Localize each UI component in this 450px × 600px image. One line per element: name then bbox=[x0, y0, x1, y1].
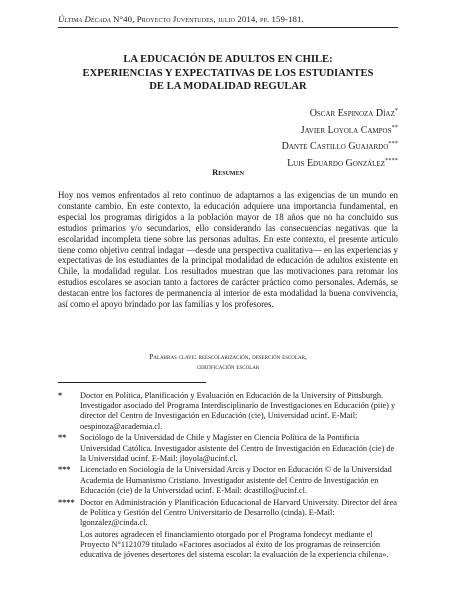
journal-name: Última Década bbox=[58, 14, 111, 24]
footnote-marker: ** bbox=[58, 433, 67, 443]
footnote-text: Licenciado en Sociología de la Universidad Arcis y Doctor en Educación © de la Universidad Academia de Humanismo Cristiano. Investigador asistente del Centro de Investigación en Educación (cie) de la Universidad ucinf. E-Mail: dcastillo@ucinf.cl. bbox=[80, 465, 392, 495]
abstract-heading: Resumen bbox=[212, 167, 244, 177]
keywords bbox=[58, 352, 398, 373]
author-entry bbox=[282, 104, 398, 121]
title-line: EXPERIENCIAS Y EXPECTATIVAS DE LOS ESTUDIANTES bbox=[82, 67, 374, 79]
footnote-text: Sociólogo de la Universidad de Chile y Magíster en Ciencia Política de la Pontificia Universidad Católica. Investigador asistente del Centro de Investigación en Educación (cie) de la Universidad ucinf. E-Mail: jloyola@ucinf.cl. bbox=[80, 433, 395, 463]
header-divider bbox=[58, 27, 398, 28]
title-line: LA EDUCACIÓN DE ADULTOS EN CHILE: bbox=[123, 54, 333, 65]
article-title bbox=[58, 53, 398, 94]
issue-citation: N°40, Proyecto Juventudes, julio 2014, pp. 159-181. bbox=[110, 14, 304, 24]
author-footnote-mark: *** bbox=[388, 140, 398, 148]
footnote bbox=[58, 391, 398, 432]
footnote bbox=[58, 498, 398, 529]
author-name: Oscar Espinoza Díaz bbox=[309, 108, 395, 119]
running-header bbox=[58, 14, 398, 24]
footnote-text: Doctor en Administración y Planificación Educacional de Harvard University. Director del área de Política y Gestión del Centro Universitario de Desarrollo (cinda). E-Mail: lgonzalez@cinda.cl. bbox=[80, 497, 397, 527]
footnote-divider bbox=[58, 382, 206, 383]
footnotes bbox=[58, 391, 398, 560]
author-footnote-mark: **** bbox=[385, 156, 398, 164]
author-name: Javier Loyola Campos bbox=[300, 124, 392, 136]
footnote-marker: *** bbox=[58, 465, 71, 475]
footnote-marker: * bbox=[58, 391, 63, 400]
acknowledgment: Los autores agradecen el financiamiento otorgado por el Programa fondecyt mediante el Proyecto N°1121079 titulado «Factores asociados al éxito de los programas de reinserción educativa de jóvenes desertores del sistema escolar: la evaluación de la experiencia chilena». bbox=[80, 529, 389, 560]
footnote-marker: **** bbox=[58, 497, 75, 507]
keywords-line: Palabras clave: reescolarización, deserción escolar, bbox=[149, 352, 307, 361]
abstract-text: Hoy nos vemos enfrentados al reto continuo de adaptarnos a las exigencias de un mundo en constante cambio. En este contexto, la educación adquiere una importancia fundamental, en especial los programas dirigidos a la población mayor de 18 años que no ha concluido sus estudios primarios y/o secundarios, ello considerando las consecuencias negativas que la escolaridad incompleta tiene sobre las personas adultas. En este contexto, el presente artículo tiene como objetivo central indagar —desde una perspectiva cualitativa— en las experiencias y expectativas de los estudiantes de la principal modalidad de educación de adultos existente en Chile, la modalidad regular. Los resultados muestran que las motivaciones para retomar los estudios escolares se asocian tanto a factores de carácter práctico como personales. Además, se destacan entre los factores de permanencia al interior de esta modalidad la buena convivencia, así como el apoyo brindado por las familias y los profesores. bbox=[58, 190, 398, 310]
footnote-text: Doctor en Política, Planificación y Evaluación en Educación de la University of Pittsburgh. Investigador asociado del Programa Interdisciplinario de Investigaciones en Educación (piie) y director del Centro de Investigación en Educación (cie), Universidad ucinf. E-Mail: oespinoza@academia.cl. bbox=[80, 391, 396, 431]
footnote bbox=[58, 465, 398, 496]
title-line: DE LA MODALIDAD REGULAR bbox=[149, 81, 307, 92]
author-list bbox=[282, 104, 398, 170]
author-name: Dante Castillo Guajardo bbox=[281, 141, 389, 153]
author-entry bbox=[282, 121, 398, 138]
author-footnote-mark: * bbox=[394, 107, 398, 114]
footnote bbox=[58, 433, 398, 464]
keywords-line: certificación escolar bbox=[196, 362, 260, 372]
author-entry bbox=[282, 137, 398, 154]
author-footnote-mark: ** bbox=[391, 123, 398, 131]
author-name: Luis Eduardo González bbox=[287, 157, 385, 169]
